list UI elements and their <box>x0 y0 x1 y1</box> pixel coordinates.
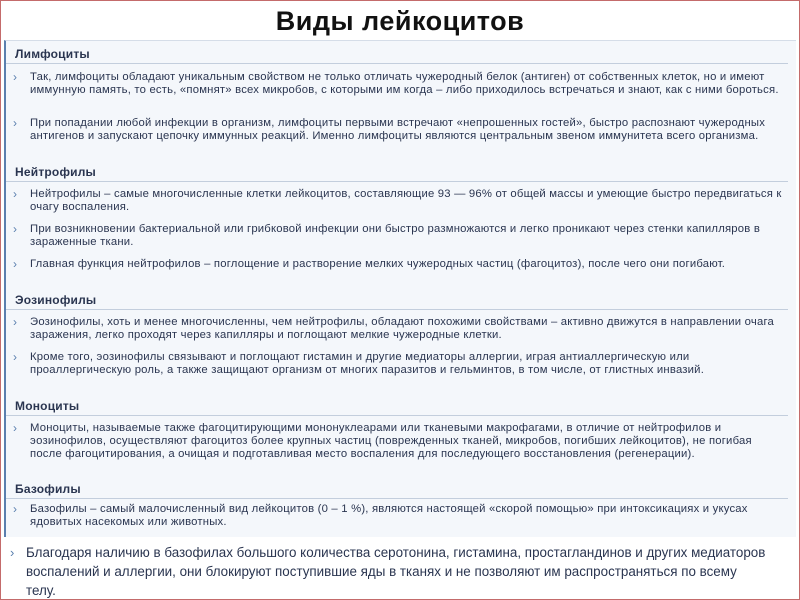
bullet-icon: › <box>13 350 18 364</box>
footer-note: › Благодаря наличию в базофилах большого количества серотонина, гистамина, простагландинов и других медиаторов воспалений и аллергии, они блокируют поступившие яды в тканях и не позволяют им распространяться по всему телу. <box>10 545 766 598</box>
bullet-icon: › <box>13 70 18 84</box>
section-divider <box>6 309 788 310</box>
bullet-icon: › <box>13 421 18 435</box>
list-item: › Моноциты, называемые также фагоцитирующими мононуклеарами или тканевыми макрофагами, в отличие от нейтрофилов и эозинофилов, осуществляют фагоцитоз более крупных частиц (поврежденных тканей, микробов, погибших лейкоцитов), не погибая после фагоцитирования, а очищая и подготавливая место воспаления для последующего восстановления (регенерации). <box>13 421 752 461</box>
bullet-icon: › <box>13 187 18 201</box>
bullet-icon: › <box>13 222 18 236</box>
list-item: › При возникновении бактериальной или грибковой инфекции они быстро размножаются и легко проникают через стенки капилляров в зараженные ткани. <box>13 222 761 249</box>
section-basophils <box>15 482 81 496</box>
section-heading: Эозинофилы <box>15 293 97 307</box>
list-item: › Эозинофилы, хоть и менее многочисленны, чем нейтрофилы, обладают похожими свойствами – активно движутся в направлении очага заражения, легко проходят через капилляры и поглощают мелкие чужеродные клетки. <box>13 315 775 342</box>
bullet-icon: › <box>13 315 18 329</box>
bullet-icon: › <box>13 116 18 130</box>
section-heading: Базофилы <box>15 482 81 496</box>
bullet-icon: › <box>13 502 18 516</box>
bullet-icon: › <box>10 545 15 560</box>
list-item: › При попадании любой инфекции в организм, лимфоциты первыми встречают «непрошенных гостей», быстро распознают чужеродных антигенов и запускают цепочку иммунных реакций. Именно лимфоциты являются центральным звеном иммунитета всего организма. <box>13 116 766 143</box>
section-divider <box>6 498 788 499</box>
list-item: › Базофилы – самый малочисленный вид лейкоцитов (0 – 1 %), являются настоящей «скорой помощью» при интоксикациях и укусах ядовитых насекомых или животных. <box>13 502 748 529</box>
bullet-icon: › <box>13 257 18 271</box>
section-eosinophils <box>15 293 96 307</box>
section-divider <box>6 415 788 416</box>
page-title: Виды лейкоцитов <box>275 6 525 36</box>
list-item: › Главная функция нейтрофилов – поглощение и растворение мелких чужеродных частиц (фагоцитоз), после чего они погибают. <box>13 257 726 271</box>
section-heading: Нейтрофилы <box>15 165 97 179</box>
list-item: › Нейтрофилы – самые многочисленные клетки лейкоцитов, составляющие 93 — 96% от общей массы и умеющие быстро передвигаться к очагу воспаления. <box>13 187 782 214</box>
section-heading: Моноциты <box>15 399 80 413</box>
list-item: › Кроме того, эозинофилы связывают и поглощают гистамин и другие медиаторы аллергии, играя антиаллергическую или проаллергическую роль, а также защищают организм от многих паразитов и гельминтов, в том числе, от глистных инвазий. <box>13 350 705 377</box>
section-divider <box>6 63 788 64</box>
section-heading: Лимфоциты <box>15 47 90 61</box>
content-panel <box>4 40 796 537</box>
section-lymphocytes <box>15 47 90 61</box>
list-item: › Так, лимфоциты обладают уникальным свойством не только отличать чужеродный белок (антиген) от собственных клеток, но и имеют иммунную память, то есть, «помнят» всех микробов, с которыми им когда – либо приходилось встречаться и знают, как с ними бороться. <box>13 70 779 97</box>
section-divider <box>6 181 788 182</box>
section-monocytes <box>15 399 79 413</box>
section-neutrophils <box>15 165 96 179</box>
